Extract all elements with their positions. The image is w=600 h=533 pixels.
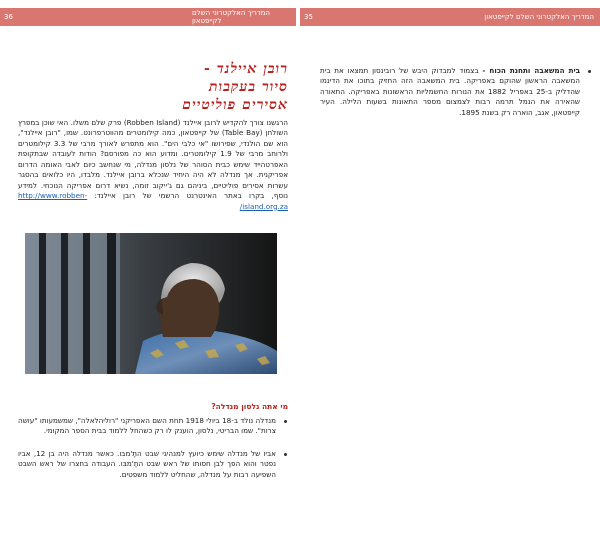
running-title-right: המדריך האלקטרוני השלם לקייפטאון [484, 13, 594, 21]
list-item: מנדלה נולד ב-18 ביולי 1918 תחת השם האפריקני "רוליהלאלה", שמשמעותו "עושה צרות". שמו הבריטי, נלסון, הוענק לו רק כשהחל ללמוד בבית הספר המקומי. [18, 416, 288, 437]
section-title-line: רובן איילנד - [203, 61, 288, 77]
header-bar-left [0, 8, 296, 26]
robben-island-link[interactable]: http://www.robben-island.org.za/ [18, 191, 288, 211]
mandela-bullet-list [18, 416, 288, 492]
running-title-left: המדריך האלקטרוני השלם לקייפטאון [192, 9, 270, 25]
intro-paragraph [18, 118, 288, 212]
section-title-line: אסירים פוליטיים [182, 97, 288, 113]
mandela-photo [25, 233, 277, 374]
intro-paragraph-text: הרגשנו צורך להקדיש לרובן איילנד (Robben Island) פרק שלם משלו. האי שוכן במפרץ השולחן (Table Bay) של קייפטאון, כמה קילומטרים מהווטרפרונט. שמו, "רובן איילנד", הוא שם הולנדי, שפירושו "אי כלבי הים". הוא מתפרש לאורך מרבי של 3.3 קילומטרים ולרוחב מרבי של 1.9 קילומטרים. ומדוע הוא כה מפורסם? הודות לעובדה שבתקופת האפרטהייד שימש כבית הסוהר של נלסון מנדלה, מי שנחשב כיום לאבי האומה הדרום אפריקנית. אך מנדלה לא היה היחיד שנכלא ברובן איילנד. מלבדו, היו כלואים בהסגר עשרות אסירים פוליטיים, ביניהם גם ג'ייקוב זומה, נשיא דרום אפריקה הנוכחי. למידע נוסף, בקרו באתר האינטרנט הרשמי של רובן איילנד: [18, 118, 288, 201]
question-heading: מי אתה נלסון מנדלה? [211, 402, 288, 411]
section-title-line: סיור בעקבות [209, 79, 288, 95]
pump-house-bullet [320, 66, 592, 118]
section-title [140, 60, 288, 114]
mandela-photo-graphic [25, 233, 277, 374]
pump-house-bullet-text: בצמוד למבדוק היבש של רובינסון תמצאו את בית המשאבה הראשון שהוקם באפריקה. בית המשאבה הזה החזיק בתוכו את הדינמו שהדליק ב-25 באפריל 1882 את הנורות החשמליות הראשונות באפריקה. התאורה שהאירה את הנמל תרמה רבות לצמצום מספר התאונות בשעות הלילה. העיר קייפטאון, אגב, הוארה רק בשנת 1895. [320, 66, 580, 117]
list-item: אביו של מנדלה שימש כיועץ למנהיגי שבט התֶ'מבּו. כאשר מנדלה היה בן 12, אביו נפטר והוא הפך לבן חסותו של ראש שבט התֶ'מבּו. העבודה בחצרו של ראש השבט השפיעה רבות על מנדלה, שהחליט ללמוד משפטים. [18, 449, 288, 480]
page-number-right: 35 [304, 13, 313, 21]
header-bar-right [300, 8, 600, 26]
page-number-left: 36 [4, 13, 13, 21]
pump-house-bullet-heading: בית המשאבה ותחנת הכוח - [482, 66, 580, 75]
